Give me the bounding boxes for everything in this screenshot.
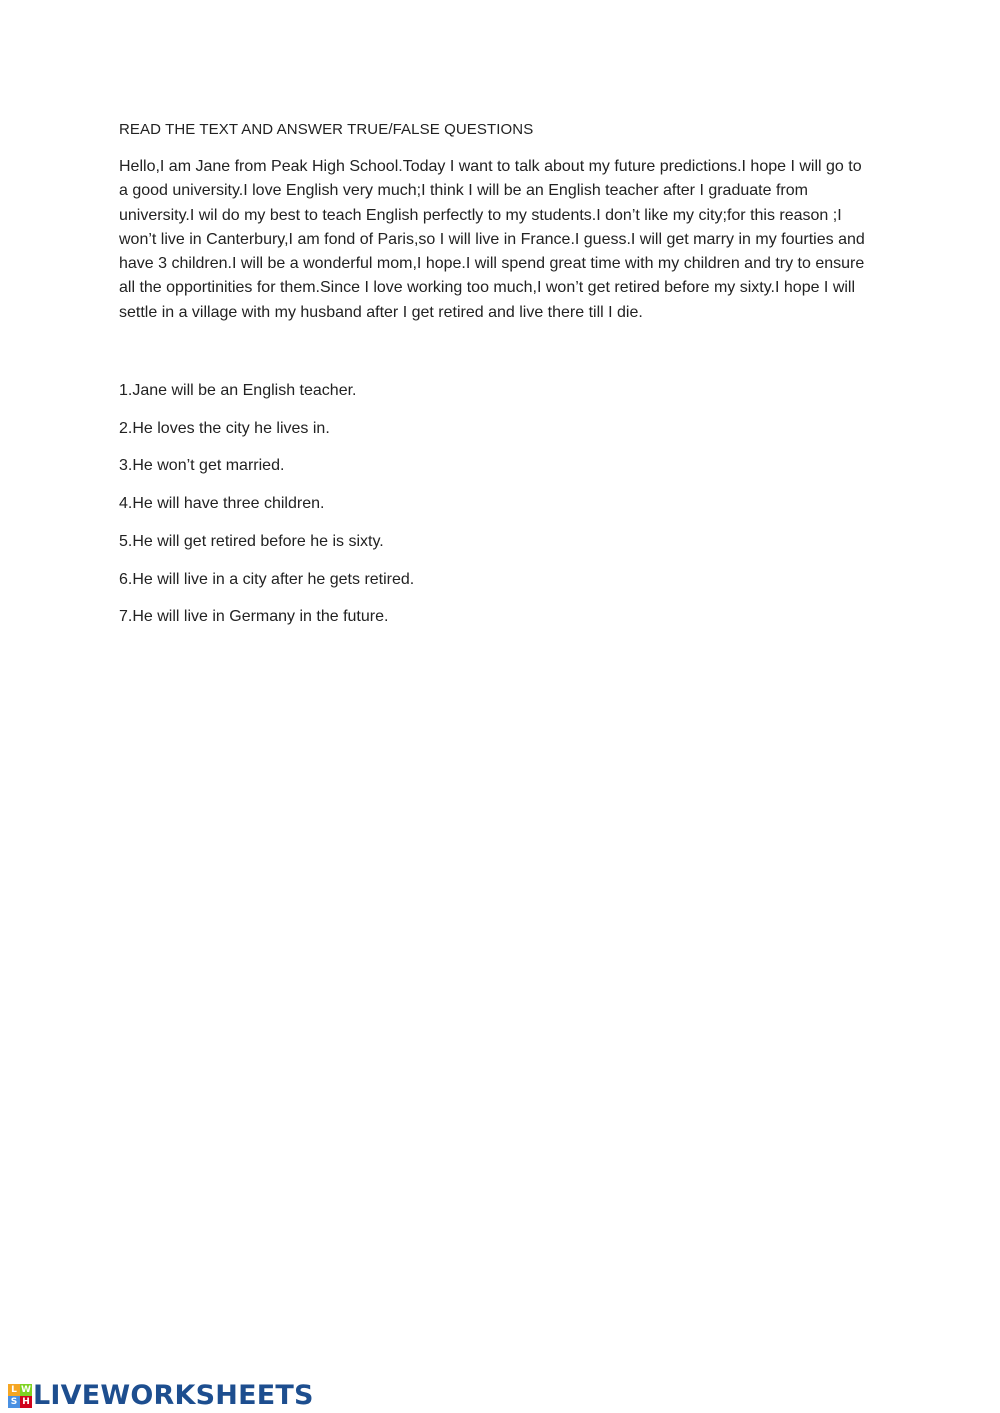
question-item: 4.He will have three children. <box>119 495 325 513</box>
question-item: 7.He will live in Germany in the future. <box>119 608 389 626</box>
question-item: 5.He will get retired before he is sixty. <box>119 532 384 550</box>
liveworksheets-logo <box>8 1380 314 1412</box>
logo-block: W <box>21 1385 31 1395</box>
logo-text: LIVEWORKSHEETS <box>33 1380 314 1411</box>
question-item: 6.He will live in a city after he gets retired. <box>119 570 415 588</box>
question-item: 2.He loves the city he lives in. <box>119 419 330 437</box>
logo-block: S <box>8 1396 20 1408</box>
question-item: 1.Jane will be an English teacher. <box>119 382 357 400</box>
logo-blocks-icon <box>8 1384 32 1408</box>
worksheet-content <box>119 118 869 643</box>
instruction-heading: READ THE TEXT AND ANSWER TRUE/FALSE QUESTIONS <box>119 121 534 138</box>
logo-block: H <box>20 1396 32 1408</box>
reading-passage: Hello,I am Jane from Peak High School.Today I want to talk about my future predictions.I hope I will go to a good university.I love English very much;I think I will be an English teacher after I graduate from university.I wil do my best to teach English perfectly to my students.I don’t like my city;for this reason ;I won’t live in Canterbury,I am fond of Paris,so I will live in France.I guess.I will get marry in my fourties and have 3 children.I will be a wonderful mom,I hope.I will spend great time with my children and try to ensure all the opportinities for them.Since I love working too much,I won’t get retired before my sixty.I hope I will settle in a village with my husband after I get retired and live there till I die. <box>119 158 865 321</box>
question-item: 3.He won’t get married. <box>119 457 285 475</box>
question-list <box>119 379 869 629</box>
logo-block: L <box>8 1384 20 1396</box>
